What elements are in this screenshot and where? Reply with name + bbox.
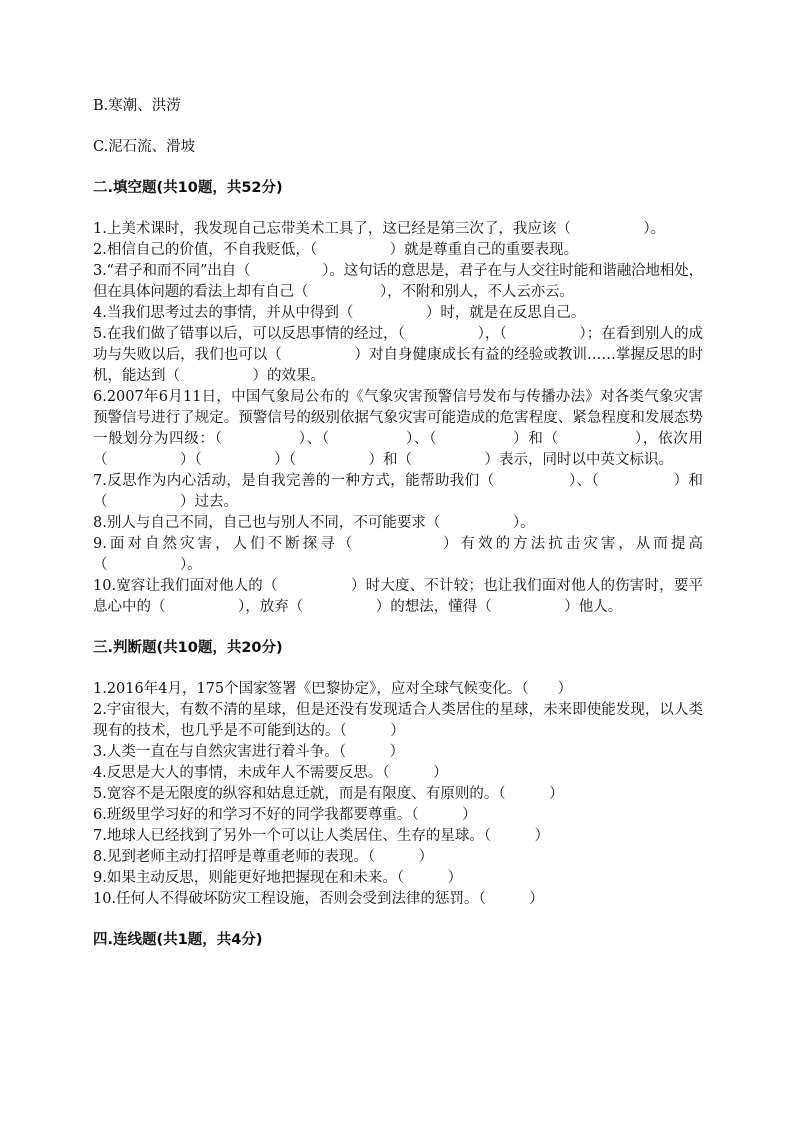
option-c: C.泥石流、滑坡 <box>93 139 196 155</box>
true-false-question-list <box>93 679 703 910</box>
true-false-question-4: 4.反思是大人的事情，未成年人不需要反思。（ ） <box>93 765 448 781</box>
true-false-question-1: 1.2016年4月，175个国家签署《巴黎协定》，应对全球气候变化。（ ） <box>93 681 573 697</box>
true-false-question-3: 3.人类一直在与自然灾害进行着斗争。（ ） <box>93 744 405 760</box>
true-false-question-5: 5.宽容不是无限度的纵容和姑息迁就，而是有限度、有原则的。（ ） <box>93 786 564 802</box>
fill-in-question-list <box>93 219 703 618</box>
true-false-question-2: 2.宇宙很大，有数不清的星球，但是还没有发现适合人类居住的星球，未来即使能发现，以人类现有的技术，也几乎是不可能到达的。（ ） <box>93 702 703 739</box>
fill-in-question-10: 10.宽容让我们面对他人的（ ）时大度、不计较；也让我们面对他人的伤害时，要平息心中的（ ），放弃（ ）的想法，懂得（ ）他人。 <box>93 578 703 615</box>
section-fill-in-title: 二.填空题(共10题，共52分) <box>93 180 283 196</box>
true-false-question-7: 7.地球人已经找到了另外一个可以让人类居住、生存的星球。（ ） <box>93 828 550 844</box>
fill-in-question-5: 5.在我们做了错事以后，可以反思事情的经过，（ ），（ ）；在看到别人的成功与失败以后，我们也可以（ ）对自身健康成长有益的经验或教训……掌握反思的时机，能达到（ ）的效果。 <box>93 326 703 384</box>
true-false-question-9: 9.如果主动反思，则能更好地把握现在和未来。（ ） <box>93 870 463 886</box>
page-content <box>93 96 703 951</box>
fill-in-question-9: 9.面对自然灾害，人们不断探寻（ ）有效的方法抗击灾害，从而提高（ ）。 <box>93 536 703 573</box>
true-false-question-8: 8.见到老师主动打招呼是尊重老师的表现。（ ） <box>93 849 434 865</box>
fill-in-question-3: 3.“君子和而不同”出自（ ）。这句话的意思是，君子在与人交往时能和谐融洽地相处，但在具体问题的看法上却有自己（ ），不附和别人，不人云亦云。 <box>93 263 703 300</box>
fill-in-question-1: 1.上美术课时，我发现自己忘带美术工具了，这已经是第三次了，我应该（ ）。 <box>93 221 666 237</box>
section-matching-title: 四.连线题(共1题，共4分) <box>93 932 263 948</box>
fill-in-question-7: 7.反思作为内心活动，是自我完善的一种方式，能帮助我们（ ）、（ ）和（ ）过去。 <box>93 473 703 510</box>
section-true-false-title: 三.判断题(共10题，共20分) <box>93 640 283 656</box>
option-b: B.寒潮、洪涝 <box>93 98 181 114</box>
true-false-question-10: 10.任何人不得破坏防灾工程设施，否则会受到法律的惩罚。（ ） <box>93 891 544 907</box>
true-false-question-6: 6.班级里学习好的和学习不好的同学我都要尊重。（ ） <box>93 807 477 823</box>
fill-in-question-4: 4.当我们思考过去的事情，并从中得到（ ）时，就是在反思自己。 <box>93 305 586 321</box>
fill-in-question-8: 8.别人与自己不同，自己也与别人不同，不可能要求（ ）。 <box>93 515 535 531</box>
fill-in-question-6: 6.2007年6月11日，中国气象局公布的《气象灾害预警信号发布与传播办法》对各类气象灾害预警信号进行了规定。预警信号的级别依据气象灾害可能造成的危害程度、紧急程度和发展态势一般划分为四级：（ ）、（ ）、（ ）和（ ），依次用（ ）（ ）（ ）和（ ）表示，同时以中英文标识。 <box>93 389 703 468</box>
fill-in-question-2: 2.相信自己的价值，不自我贬低，（ ）就是尊重自己的重要表现。 <box>93 242 579 258</box>
